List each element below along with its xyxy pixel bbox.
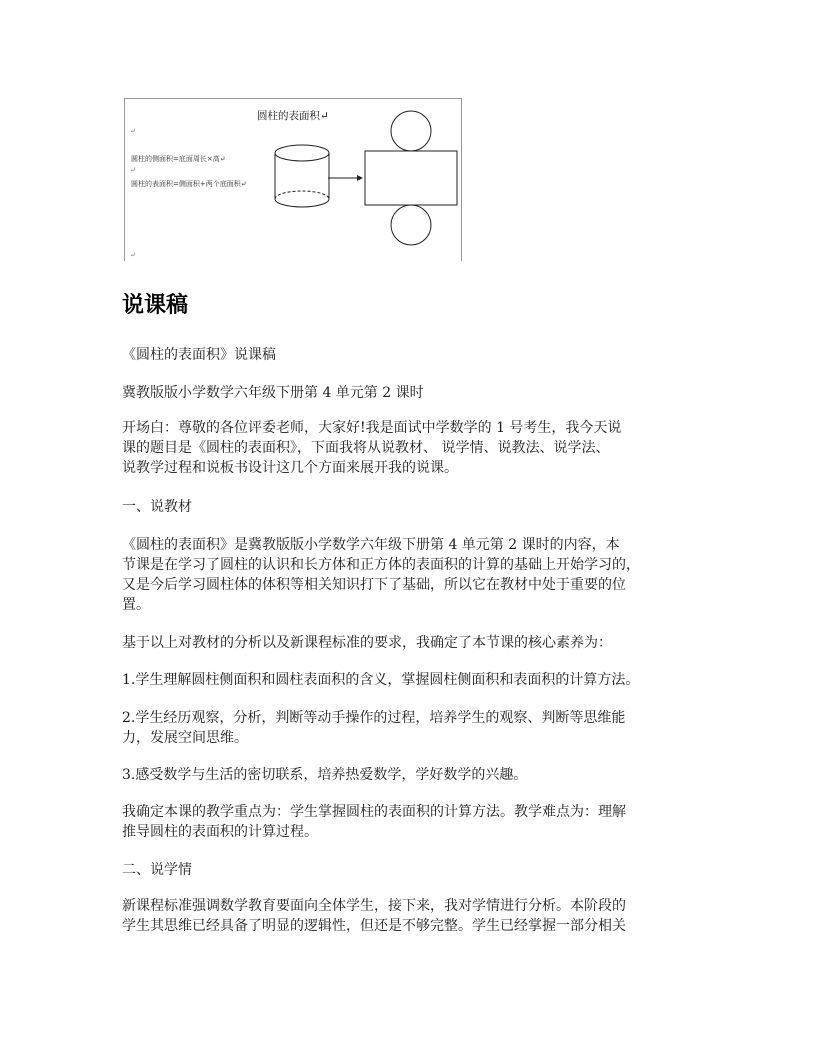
paragraph-mark: ↵ (130, 251, 136, 259)
section-heading-students: 二、说学情 (122, 862, 192, 878)
key-points-paragraph: 我确定本课的教学重点为：学生掌握圆柱的表面积的计算方法。教学难点为：理解 推导圆柱的表面积的计算过程。 (122, 804, 626, 840)
lateral-area-formula: 圆柱的侧面积=底面周长×高↵ (131, 155, 226, 163)
cylinder-top-ellipse (275, 145, 329, 161)
section-heading-textbook: 一、说教材 (122, 499, 192, 515)
course-info-line: 冀教版版小学数学六年级下册第 4 单元第 2 课时 (122, 385, 424, 401)
cylinder-bottom-front-arc (275, 199, 329, 207)
goal-item-3: 3.感受数学与生活的密切联系，培养热爱数学，学好数学的兴趣。 (122, 767, 528, 783)
surface-area-formula: 圆柱的表面积=侧面积+两个底面积↵ (131, 180, 247, 188)
student-analysis-paragraph: 新课程标准强调数学教育要面向全体学生，接下来，我对学情进行分析。本阶段的 学生其思维已经具备了明显的逻辑性，但还是不够完整。学生已经掌握一部分相关 (122, 898, 626, 934)
opening-paragraph: 开场白：尊敬的各位评委老师，大家好!我是面试中学数学的 1 号考生，我今天说 课的题目是《圆柱的表面积》，下面我将从说教材、 说学情、说教法、说学法、 说教学过程和说板书设计这几个方面来展开我的说课。 (122, 420, 622, 476)
arrow-head (357, 175, 363, 181)
net-bottom-circle (391, 205, 431, 245)
paragraph-mark: ↵ (130, 166, 136, 174)
goal-item-1: 1.学生理解圆柱侧面积和圆柱表面积的含义，掌握圆柱侧面积和表面积的计算方法。 (122, 672, 640, 688)
net-top-circle (391, 111, 431, 151)
page-heading: 说课稿 (122, 293, 189, 318)
goal-item-2: 2.学生经历观察，分析，判断等动手操作的过程，培养学生的观察、判断等思维能 力，发展空间思维。 (122, 710, 626, 746)
core-literacy-intro: 基于以上对教材的分析以及新课程标准的要求，我确定了本节课的核心素养为： (122, 635, 612, 651)
figure-title: 圆柱的表面积↵ (257, 110, 329, 122)
cylinder-bottom-back-arc (275, 191, 329, 199)
cylinder-surface-area-figure (124, 98, 462, 261)
textbook-analysis-paragraph: 《圆柱的表面积》是冀教版版小学数学六年级下册第 4 单元第 2 课时的内容，本 节课是在学习了圆柱的认识和长方体和正方体的表面积的计算的基础上开始学习的， 又是今后学习圆柱体的体积等相关知识打下了基础，所以它在教材中处于重要的位 置。 (122, 537, 640, 613)
net-lateral-rectangle (365, 151, 457, 205)
document-title-line: 《圆柱的表面积》说课稿 (122, 347, 276, 363)
paragraph-mark: ↵ (130, 127, 136, 135)
